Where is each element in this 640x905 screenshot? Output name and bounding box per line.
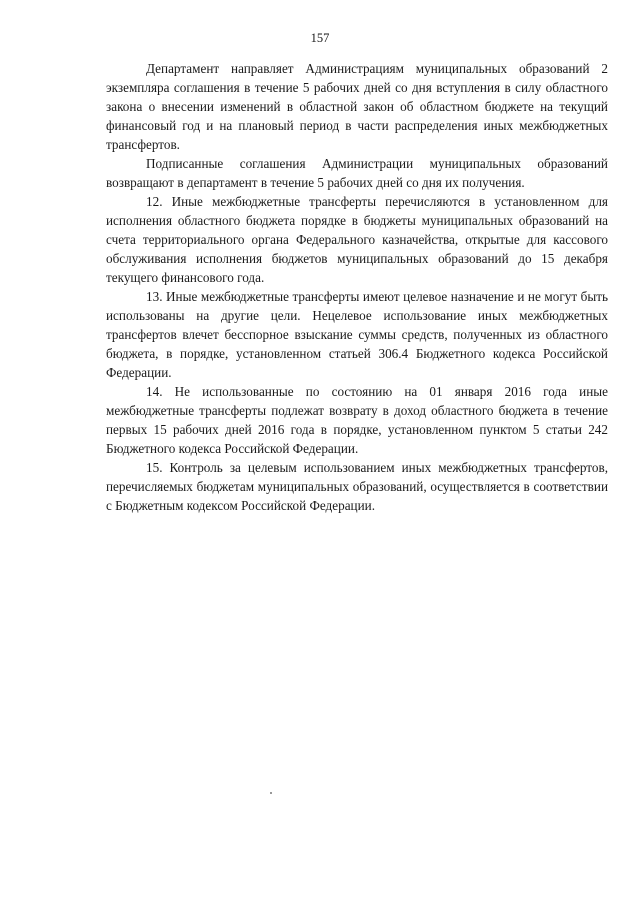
- paragraph-item-14: 14. Не использованные по состоянию на 01 января 2016 года иные межбюджетные трансферты подлежат возврату в доход областного бюджета в течение первых 15 рабочих дней 2016 года в порядке, установленном пунктом 5 статьи 242 Бюджетного кодекса Российской Федерации.: [106, 384, 608, 456]
- paragraph-department-sends: Департамент направляет Администрациям муниципальных образований 2 экземпляра соглашения в течение 5 рабочих дней со дня вступления в силу областного закона о внесении изменений в областной закон об областном бюджете на текущий финансовый год и на плановый период в части распределения иных межбюджетных трансфертов.: [106, 61, 608, 152]
- document-body: [106, 59, 608, 515]
- paragraph-signed-agreements: Подписанные соглашения Администрации муниципальных образований возвращают в департамент в течение 5 рабочих дней со дня их получения.: [106, 156, 608, 190]
- paragraph-item-15: 15. Контроль за целевым использованием иных межбюджетных трансфертов, перечисляемых бюджетам муниципальных образований, осуществляется в соответствии с Бюджетным кодексом Российской Федерации.: [106, 460, 608, 513]
- paragraph-item-13: 13. Иные межбюджетные трансферты имеют целевое назначение и не могут быть использованы на другие цели. Нецелевое использование иных межбюджетных трансфертов влечет бесспорное взыскание суммы средств, полученных из областного бюджета, в порядке, установленном статьей 306.4 Бюджетного кодекса Российской Федерации.: [106, 289, 608, 380]
- paragraph-item-12: 12. Иные межбюджетные трансферты перечисляются в установленном для исполнения областного бюджета порядке в бюджеты муниципальных образований на счета территориального органа Федерального казначейства, открытые для кассового обслуживания исполнения бюджетов муниципальных образований до 15 декабря текущего финансового года.: [106, 194, 608, 285]
- page-number: 157: [310, 31, 330, 45]
- scan-speck: [270, 792, 272, 794]
